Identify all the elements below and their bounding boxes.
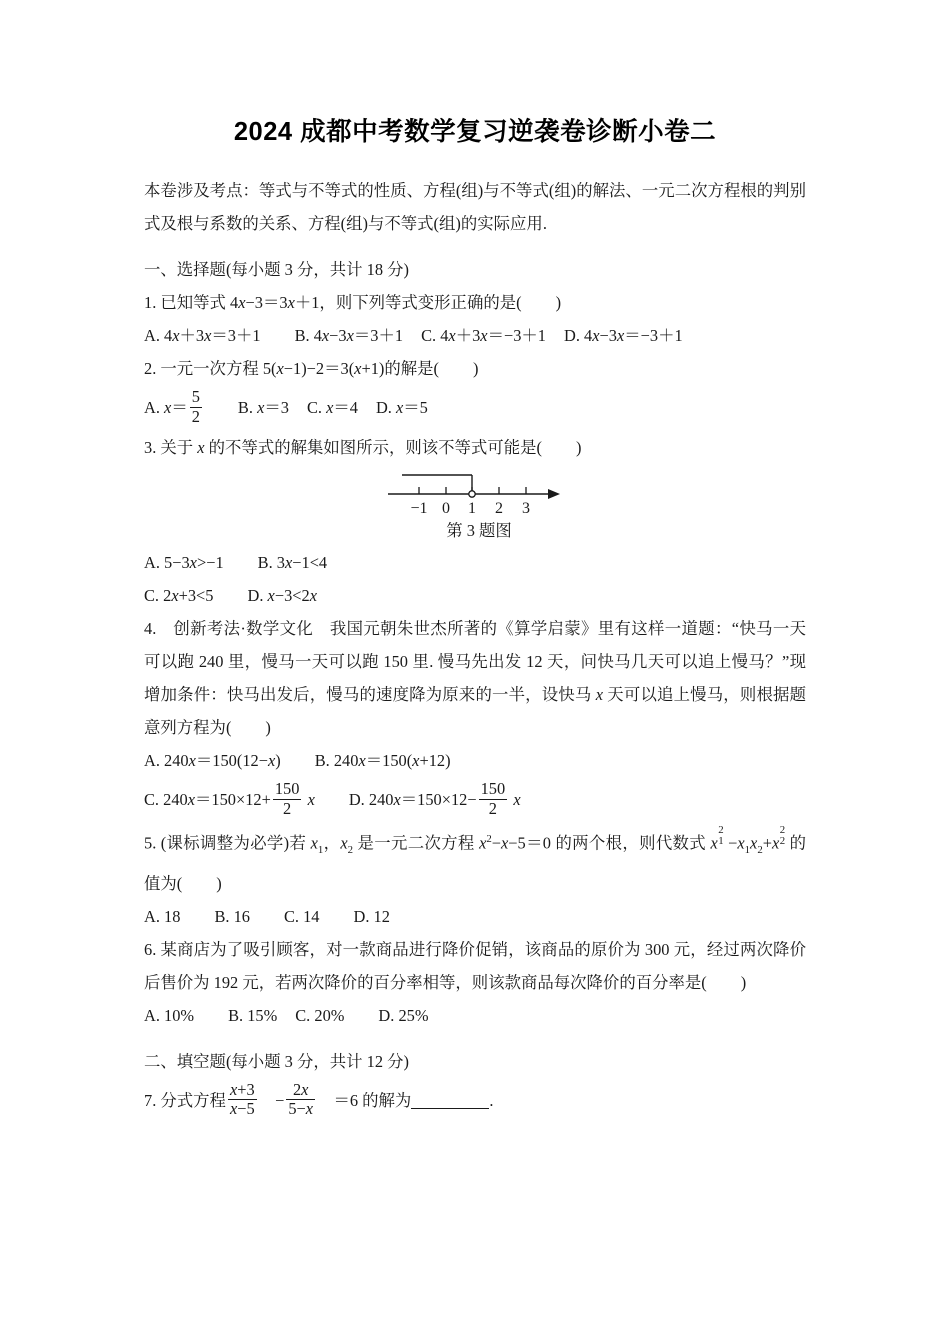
q3-stem-part-b: 的不等式的解集如图所示，则该不等式可能是( [204, 438, 542, 457]
question-5-stem: 5. (课标调整为必学)若 $x_1$，$x_2$ 是一元二次方程 $x^2-x-5=0$ 的两个根，则代数式 x 2 1 $-x_1x_2+x$ 2 2 的值为( ) [144, 824, 806, 893]
q2-option-c[interactable]: C. x＝4 [306, 398, 358, 417]
q5-stem-part-c: 是一元二次方程 [353, 833, 480, 853]
q1-option-d[interactable]: D. 4x−3x＝−3＋1 [563, 326, 683, 345]
answer-blank[interactable] [411, 1108, 489, 1109]
q5-stem-part-h: 的值为( [144, 833, 806, 893]
number-line-diagram [380, 468, 570, 516]
q5-option-a[interactable]: A. 18 [144, 906, 181, 926]
q4-topic-tag: 4. 创新考法·数学文化 [144, 619, 314, 638]
exam-scope-paragraph: 本卷涉及考点：等式与不等式的性质、方程(组)与不等式(组)的解法、一元二次方程根的判别式及根与系数的关系、方程(组)与不等式(组)的实际应用. [144, 181, 806, 233]
tick-label-minus-1: −1 [410, 500, 428, 516]
q1-option-a[interactable]: A. 4x＋3x＝3＋1 [144, 326, 261, 345]
q1-option-b[interactable]: B. 4x−3x＝3＋1 [294, 326, 404, 345]
section-multiple-choice [144, 253, 806, 1032]
question-6-options [144, 999, 806, 1032]
tick-label-1: 1 [468, 500, 476, 516]
q1-stem-part-d: ) [555, 293, 562, 312]
q2-option-a[interactable]: A. x＝ $\frac{5}{2}$ [144, 387, 200, 426]
x1-squared: 2 1 [718, 824, 724, 847]
q4-stem-part-a: 我国元朝朱世杰所著的《算学启蒙》里有这样一道题：“快马一天可以跑 240 里，慢马一天可以跑 150 里. 慢马先出发 12 天，问快马几天可以追上慢马？”现增加条件：快马出发后，慢马的速度降为原来的一半，设快马 [144, 619, 806, 704]
q5-stem-part-b: ， [323, 833, 341, 853]
question-2-stem: 2. 一元一次方程 5(x−1)−2＝3(x+1)的解是( ) [144, 359, 479, 378]
q5-stem-part-e: −5＝0 的两个根，则代数式 [508, 833, 711, 853]
q3-stem-part-c: ) [575, 438, 582, 457]
question-3-stem: 3. 关于 x 的不等式的解集如图所示，则该不等式可能是( ) [144, 438, 582, 457]
question-7-stem [144, 1078, 806, 1124]
fraction-150-over-2-d: $\frac{150}{2}$ [480, 779, 506, 818]
section-1-heading: 一、选择题(每小题 3 分，共计 18 分) [144, 260, 409, 279]
q3-stem-part-a: 3. 关于 [144, 438, 198, 457]
fraction-2x-over-5-minus-x: $\frac{2x}{5-x}$ [288, 1079, 314, 1119]
q2-option-b[interactable]: B. x＝3 [237, 398, 289, 417]
q4-stem-part-c: ) [265, 718, 271, 737]
q2-stem-part-a: 2. 一元一次方程 5( [144, 359, 277, 378]
q4-stem-part-b: 天可以追上慢马，则根据题意列方程为( [144, 685, 806, 737]
question-2-options [144, 385, 806, 431]
question-1-stem: 1. 已知等式 4x−3＝3x＋1，则下列等式变形正确的是( ) [144, 293, 562, 312]
q5-option-d[interactable]: D. 12 [353, 906, 390, 926]
q4-option-d[interactable]: D. 240x＝150×12− $\frac{150}{2}$ x [348, 779, 521, 818]
q6-option-c[interactable]: C. 20% [295, 1005, 345, 1025]
question-3-figure [144, 468, 806, 546]
q1-stem-part-b: −3＝3 [245, 293, 288, 312]
q6-option-a[interactable]: A. 10% [144, 1005, 195, 1025]
question-4-options-row-1 [144, 744, 806, 777]
q1-stem-part-a: 1. 已知等式 4 [144, 293, 239, 312]
q5-option-c[interactable]: C. 14 [283, 906, 320, 926]
q3-option-b[interactable]: B. 3x−1<4 [257, 553, 328, 572]
q7-stem-part-b: ＝6 的解为 [333, 1090, 412, 1110]
tick-label-2: 2 [495, 500, 503, 516]
q6-stem-text: 6. 某商店为了吸引顾客，对一款商品进行降价促销，该商品的原价为 300 元，经过两次降价后售价为 192 元，若两次降价的百分率相等，则该款商品每次降价的百分率是( [144, 939, 806, 992]
tick-label-3: 3 [522, 500, 530, 516]
q2-stem-part-c: +1)的解是( [361, 359, 439, 378]
q4-option-c[interactable]: C. 240x＝150×12+ $\frac{150}{2}$ x [144, 779, 315, 818]
q5-stem-part-a: 5. (课标调整为必学)若 [144, 833, 311, 853]
fraction-five-halves: $\frac{5}{2}$ [191, 387, 200, 426]
q5-option-b[interactable]: B. 16 [214, 906, 250, 926]
page-content [144, 112, 806, 1124]
q2-stem-part-d: ) [472, 359, 479, 378]
x2-squared: 2 2 [779, 824, 786, 847]
q3-option-c[interactable]: C. 2x+3<5 [144, 586, 214, 605]
question-3-options-row-2 [144, 579, 806, 612]
q2-option-d[interactable]: D. x＝5 [375, 398, 428, 417]
section-fill-in-blank [144, 1045, 806, 1124]
q4-option-a[interactable]: A. 240x＝150(12−x) [144, 751, 281, 770]
tick-label-0: 0 [442, 500, 450, 516]
q3-option-a[interactable]: A. 5−3x>−1 [144, 553, 224, 572]
question-1-options [144, 319, 806, 352]
open-endpoint-marker [469, 491, 475, 497]
q5-stem-part-d: − [491, 833, 502, 853]
q6-stem-end: ) [740, 972, 747, 992]
question-4-stem: 4. 创新考法·数学文化 我国元朝朱世杰所著的《算学启蒙》里有这样一道题：“快马一天可以跑 240 里，慢马一天可以跑 150 里. 慢马先出发 12 天，问快马几天可以追上慢马？”现增加条件：快马出发后，慢马的速度降为原来的一半，设快马 x 天可以追上慢马，则根据题意列方程为( ) [144, 619, 806, 737]
q6-option-b[interactable]: B. 15% [228, 1005, 278, 1025]
q6-option-d[interactable]: D. 25% [378, 1005, 429, 1025]
fraction-x-plus-3-over-x-minus-5: $\frac{x+3}{x-5}$ [229, 1079, 255, 1119]
section-2-heading: 二、填空题(每小题 3 分，共计 12 分) [144, 1051, 409, 1071]
fraction-150-over-2-c: $\frac{150}{2}$ [274, 779, 300, 818]
q7-stem-part-a: 7. 分式方程 [144, 1090, 226, 1110]
q1-stem-part-c: ＋1，则下列等式变形正确的是( [294, 293, 522, 312]
q5-stem-part-f: − [723, 833, 738, 853]
q4-option-b[interactable]: B. 240x＝150(x+12) [314, 751, 451, 770]
q2-stem-part-b: −1)−2＝3( [283, 359, 355, 378]
q7-minus-sign: − [275, 1090, 285, 1110]
q3-option-d[interactable]: D. x−3<2x [247, 586, 317, 605]
page-title: 2024 成都中考数学复习逆袭卷诊断小卷二 [233, 118, 717, 146]
question-3-options-row-1 [144, 546, 806, 579]
q7-stem-part-c: . [489, 1090, 494, 1110]
question-4-options-row-2 [144, 777, 806, 823]
q5-stem-part-i: ) [216, 873, 222, 893]
question-3-figure-caption: 第 3 题图 [446, 521, 512, 540]
q1-option-c[interactable]: C. 4x＋3x＝−3＋1 [421, 326, 546, 345]
question-6-stem [144, 933, 806, 999]
q5-stem-part-g: + [762, 833, 772, 853]
axis-arrow [548, 489, 560, 499]
question-5-options [144, 900, 806, 933]
